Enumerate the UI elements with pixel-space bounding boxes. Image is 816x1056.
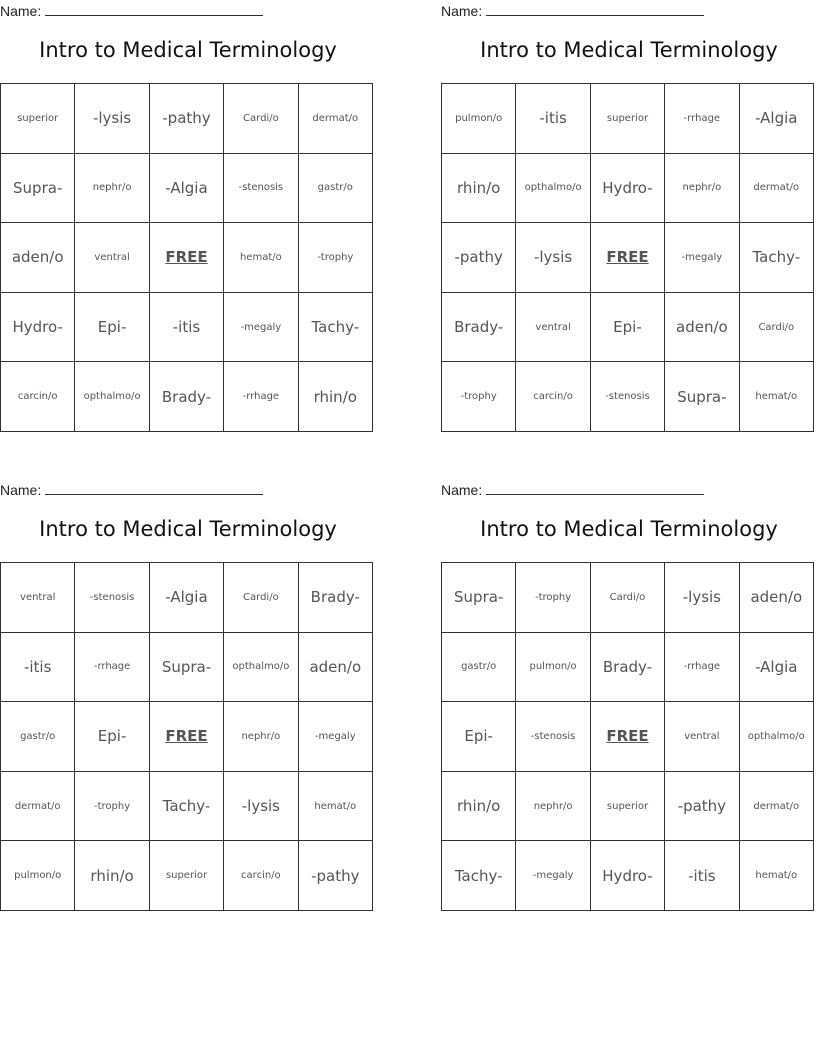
grid-row <box>1 223 373 293</box>
grid-row <box>1 702 373 772</box>
card-title: Intro to Medical Terminology <box>480 38 778 62</box>
bingo-grid <box>441 83 814 432</box>
bingo-cell: Supra- <box>1 153 75 223</box>
bingo-cell: opthalmo/o <box>224 632 298 702</box>
bingo-cell: -Algia <box>149 153 223 223</box>
free-space-cell: FREE <box>590 702 664 772</box>
bingo-cell: aden/o <box>739 563 813 633</box>
bingo-cell: ventral <box>1 563 75 633</box>
grid-row <box>442 84 814 154</box>
name-field <box>441 482 704 498</box>
grid-row <box>442 153 814 223</box>
bingo-cell: hemat/o <box>739 362 813 432</box>
bingo-cell: -megaly <box>665 223 739 293</box>
bingo-cell: Brady- <box>149 362 223 432</box>
bingo-cell: -stenosis <box>75 563 149 633</box>
bingo-cell: dermat/o <box>739 153 813 223</box>
bingo-cell: rhin/o <box>442 153 516 223</box>
bingo-card-2 <box>441 0 816 435</box>
bingo-cell: -trophy <box>298 223 372 293</box>
bingo-cell: -pathy <box>149 84 223 154</box>
bingo-cell: -trophy <box>442 362 516 432</box>
grid-row <box>1 292 373 362</box>
bingo-cell: Brady- <box>298 563 372 633</box>
bingo-cell: Epi- <box>590 292 664 362</box>
bingo-cell: -pathy <box>665 771 739 841</box>
bingo-cell: carcin/o <box>1 362 75 432</box>
name-label: Name: <box>0 482 42 498</box>
bingo-cell: -stenosis <box>590 362 664 432</box>
bingo-cell: Epi- <box>75 702 149 772</box>
bingo-grid <box>0 83 373 432</box>
name-field <box>0 3 263 19</box>
bingo-cell: -lysis <box>665 563 739 633</box>
bingo-cell: -trophy <box>516 563 590 633</box>
name-label: Name: <box>0 3 42 19</box>
bingo-card-3 <box>0 479 376 914</box>
bingo-cell: -rrhage <box>665 84 739 154</box>
bingo-cell: dermat/o <box>298 84 372 154</box>
name-blank-line <box>486 483 704 495</box>
bingo-cell: opthalmo/o <box>516 153 590 223</box>
name-blank-line <box>45 483 263 495</box>
bingo-grid <box>441 562 814 911</box>
bingo-cell: Tachy- <box>442 841 516 911</box>
grid-row <box>1 153 373 223</box>
bingo-cell: nephr/o <box>665 153 739 223</box>
bingo-cell: opthalmo/o <box>75 362 149 432</box>
bingo-cell: opthalmo/o <box>739 702 813 772</box>
free-space-cell: FREE <box>149 702 223 772</box>
bingo-cell: -rrhage <box>665 632 739 702</box>
bingo-cell: gastr/o <box>298 153 372 223</box>
free-space-cell: FREE <box>590 223 664 293</box>
bingo-cell: superior <box>590 84 664 154</box>
card-title: Intro to Medical Terminology <box>480 517 778 541</box>
name-blank-line <box>45 4 263 16</box>
grid-row <box>442 632 814 702</box>
bingo-cell: -itis <box>149 292 223 362</box>
grid-row <box>442 771 814 841</box>
bingo-cell: -stenosis <box>224 153 298 223</box>
name-label: Name: <box>441 3 483 19</box>
bingo-cell: Tachy- <box>149 771 223 841</box>
grid-row <box>442 563 814 633</box>
bingo-cell: Supra- <box>442 563 516 633</box>
bingo-cell: pulmon/o <box>1 841 75 911</box>
bingo-cell: rhin/o <box>75 841 149 911</box>
bingo-cell: carcin/o <box>516 362 590 432</box>
bingo-cell: -pathy <box>298 841 372 911</box>
bingo-cell: aden/o <box>298 632 372 702</box>
bingo-cell: gastr/o <box>442 632 516 702</box>
bingo-cell: -rrhage <box>224 362 298 432</box>
bingo-cell: Supra- <box>149 632 223 702</box>
bingo-cell: ventral <box>665 702 739 772</box>
card-title: Intro to Medical Terminology <box>39 38 337 62</box>
bingo-cell: pulmon/o <box>442 84 516 154</box>
bingo-cell: -itis <box>516 84 590 154</box>
bingo-cell: -pathy <box>442 223 516 293</box>
grid-row <box>442 292 814 362</box>
bingo-grid <box>0 562 373 911</box>
bingo-cell: -megaly <box>224 292 298 362</box>
bingo-cell: -Algia <box>739 84 813 154</box>
bingo-cell: -Algia <box>149 563 223 633</box>
bingo-cell: Epi- <box>75 292 149 362</box>
bingo-cell: -Algia <box>739 632 813 702</box>
bingo-cell: -lysis <box>75 84 149 154</box>
grid-row <box>1 632 373 702</box>
bingo-cell: Cardi/o <box>224 563 298 633</box>
bingo-cell: dermat/o <box>739 771 813 841</box>
bingo-cell: -megaly <box>298 702 372 772</box>
bingo-cell: superior <box>149 841 223 911</box>
bingo-cell: -itis <box>1 632 75 702</box>
grid-row <box>442 841 814 911</box>
bingo-card-4 <box>441 479 816 914</box>
bingo-cell: -megaly <box>516 841 590 911</box>
bingo-cell: Cardi/o <box>590 563 664 633</box>
bingo-cell: -rrhage <box>75 632 149 702</box>
free-space-cell: FREE <box>149 223 223 293</box>
bingo-cell: Epi- <box>442 702 516 772</box>
bingo-cell: aden/o <box>1 223 75 293</box>
grid-row <box>1 771 373 841</box>
bingo-cell: pulmon/o <box>516 632 590 702</box>
bingo-cell: rhin/o <box>298 362 372 432</box>
grid-row <box>442 362 814 432</box>
bingo-cell: Brady- <box>590 632 664 702</box>
bingo-cell: nephr/o <box>224 702 298 772</box>
bingo-cell: nephr/o <box>516 771 590 841</box>
bingo-cell: -lysis <box>516 223 590 293</box>
bingo-cell: -itis <box>665 841 739 911</box>
bingo-cell: superior <box>1 84 75 154</box>
name-blank-line <box>486 4 704 16</box>
bingo-cell: ventral <box>75 223 149 293</box>
bingo-cell: superior <box>590 771 664 841</box>
bingo-cell: -stenosis <box>516 702 590 772</box>
card-title: Intro to Medical Terminology <box>39 517 337 541</box>
bingo-cell: hemat/o <box>224 223 298 293</box>
bingo-cell: nephr/o <box>75 153 149 223</box>
name-field <box>0 482 263 498</box>
bingo-cell: rhin/o <box>442 771 516 841</box>
bingo-cell: gastr/o <box>1 702 75 772</box>
bingo-cell: Cardi/o <box>739 292 813 362</box>
bingo-cell: Tachy- <box>298 292 372 362</box>
grid-row <box>442 223 814 293</box>
grid-row <box>1 84 373 154</box>
bingo-cell: Cardi/o <box>224 84 298 154</box>
bingo-cell: Hydro- <box>590 841 664 911</box>
bingo-card-1 <box>0 0 376 435</box>
bingo-cell: hemat/o <box>739 841 813 911</box>
grid-row <box>1 563 373 633</box>
grid-row <box>442 702 814 772</box>
bingo-cell: Brady- <box>442 292 516 362</box>
bingo-cell: carcin/o <box>224 841 298 911</box>
bingo-cell: ventral <box>516 292 590 362</box>
grid-row <box>1 362 373 432</box>
bingo-cell: hemat/o <box>298 771 372 841</box>
bingo-cell: Hydro- <box>590 153 664 223</box>
grid-row <box>1 841 373 911</box>
name-field <box>441 3 704 19</box>
bingo-cell: Supra- <box>665 362 739 432</box>
bingo-cell: -lysis <box>224 771 298 841</box>
bingo-cell: Tachy- <box>739 223 813 293</box>
bingo-cell: -trophy <box>75 771 149 841</box>
bingo-cell: aden/o <box>665 292 739 362</box>
bingo-cell: dermat/o <box>1 771 75 841</box>
name-label: Name: <box>441 482 483 498</box>
bingo-cell: Hydro- <box>1 292 75 362</box>
